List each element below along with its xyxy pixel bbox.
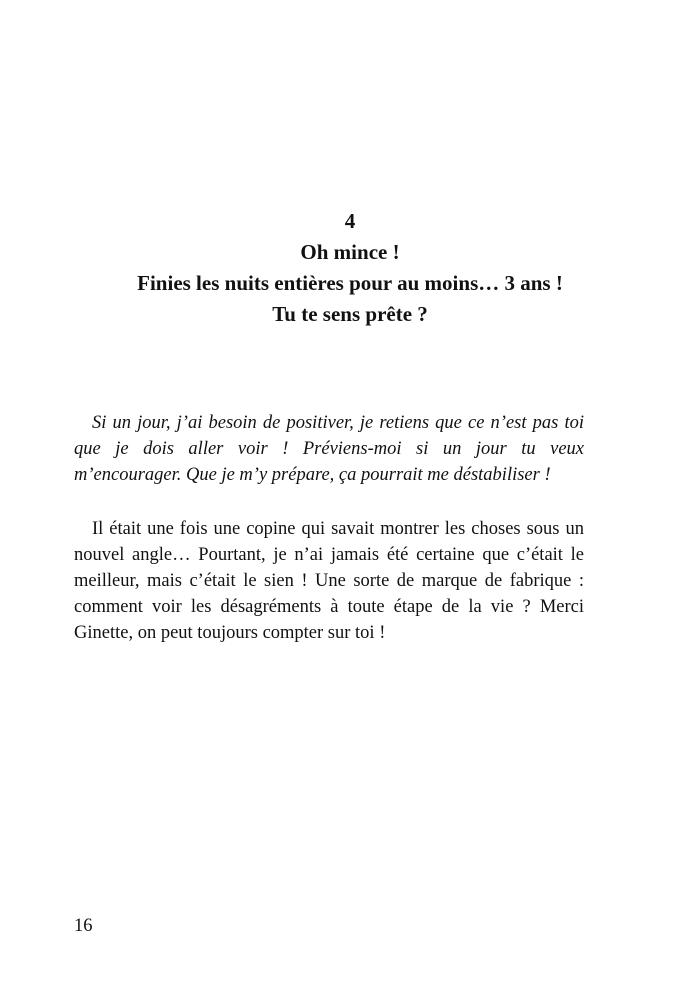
chapter-title-line-3: Tu te sens prête ? <box>272 302 428 326</box>
chapter-title-line-2: Finies les nuits entières pour au moins… 3 ans ! <box>137 271 563 295</box>
chapter-number: 4 <box>344 209 356 233</box>
body-paragraph: Il était une fois une copine qui savait montrer les choses sous un nouvel angle… Pourtant, je n’ai jamais été certaine que c’était le meilleur, mais c’était le sien ! Une sorte de marque de fabrique : comment voir les désagréments à toute étape de la vie ? Merci Ginette, on peut toujours compter sur toi ! <box>74 519 584 643</box>
epigraph: Si un jour, j’ai besoin de positiver, je retiens que ce n’est pas toi que je dois aller voir ! Préviens-moi si un jour tu veux m’encourager. Que je m’y prépare, ça pourrait me déstabiliser ! <box>74 413 584 485</box>
chapter-heading <box>0 206 700 330</box>
page-number: 16 <box>74 916 93 936</box>
chapter-title-line-1: Oh mince ! <box>300 240 400 264</box>
